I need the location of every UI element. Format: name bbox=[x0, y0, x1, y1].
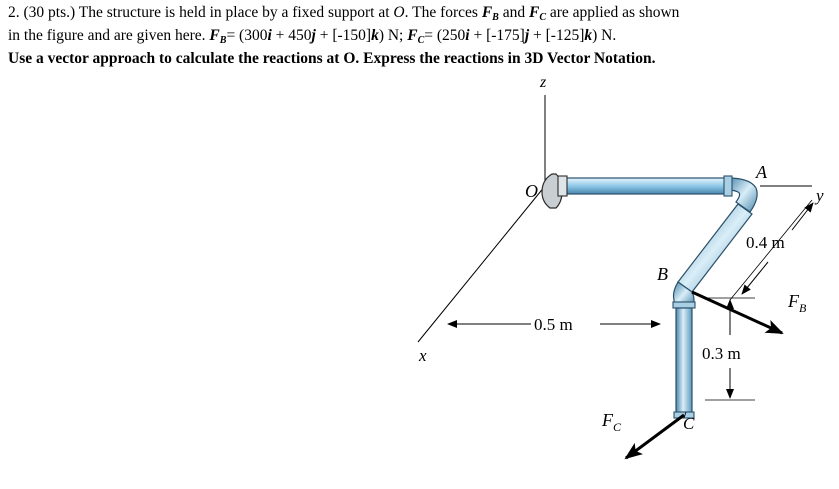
axis-x-label: x bbox=[419, 346, 427, 365]
flange-b bbox=[673, 302, 695, 308]
force-c-j: j bbox=[524, 27, 530, 44]
pipe-oa bbox=[566, 178, 731, 194]
force-b-subscript-eq: B bbox=[219, 35, 227, 46]
force-b-k: k bbox=[371, 27, 379, 44]
force-c-eq: = (250 bbox=[424, 27, 466, 44]
problem-sentence-tail: are applied as shown bbox=[549, 4, 680, 21]
point-o-ref: O bbox=[393, 4, 405, 21]
force-b-subscript: B bbox=[492, 12, 499, 23]
force-b-mid2: + [-150] bbox=[319, 27, 372, 44]
axis-y-label: y bbox=[816, 186, 824, 205]
dim-ab-lower bbox=[742, 262, 768, 294]
problem-instruction: Use a vector approach to calculate the reactions at O. Express the reactions in 3D Vector Notation. bbox=[8, 50, 656, 67]
flange-a bbox=[724, 176, 732, 196]
pipe-ab bbox=[678, 204, 752, 292]
problem-points: (30 pts.) bbox=[23, 4, 76, 21]
dim-ab-upper bbox=[792, 203, 813, 230]
point-o-label: O bbox=[525, 181, 538, 201]
force-b-label-sub: B bbox=[799, 301, 807, 315]
force-c-label-sub: C bbox=[613, 420, 622, 434]
force-c-symbol: F bbox=[528, 4, 540, 21]
force-c-unit: ) N. bbox=[592, 27, 617, 44]
problem-number: 2. bbox=[8, 4, 20, 21]
force-b-symbol: F bbox=[481, 4, 493, 21]
force-b-label bbox=[787, 291, 807, 315]
force-c-label-sym: F bbox=[602, 410, 613, 430]
problem-sentence-end: . The forces bbox=[404, 4, 478, 21]
x-axis-line bbox=[418, 186, 545, 342]
force-c-k: k bbox=[584, 27, 593, 44]
dim-bc-label: 0.3 m bbox=[702, 344, 741, 363]
point-c-label: C bbox=[683, 414, 695, 433]
force-c-mid2: + [-125] bbox=[533, 27, 585, 44]
force-c-i: i bbox=[465, 27, 470, 44]
force-b-eq: = (300 bbox=[226, 27, 268, 44]
force-b-mid1: + 450 bbox=[275, 27, 312, 44]
force-c-subscript-eq: C bbox=[417, 35, 425, 46]
dim-oa-label: 0.5 m bbox=[534, 315, 573, 334]
support-flange bbox=[558, 176, 567, 196]
force-c-mid1: + [-175] bbox=[473, 27, 525, 44]
force-c-subscript: C bbox=[539, 12, 546, 23]
point-b-label: B bbox=[657, 264, 668, 284]
problem-sentence: The structure is held in place by a fixed support at bbox=[78, 4, 390, 21]
axis-z-label: z bbox=[540, 74, 547, 91]
force-b-label-sym: F bbox=[788, 291, 799, 311]
dim-ab-label: 0.4 m bbox=[746, 233, 785, 252]
line2-start: in the figure and are given here. bbox=[8, 27, 206, 44]
force-b-unit: ) N; bbox=[378, 27, 404, 44]
force-b-j: j bbox=[311, 27, 316, 44]
force-b-symbol-eq: F bbox=[209, 27, 220, 44]
and-word: and bbox=[502, 4, 526, 21]
force-c-arrow bbox=[626, 415, 684, 458]
force-c-label bbox=[601, 410, 622, 434]
point-a-label: A bbox=[756, 162, 767, 182]
force-b-i: i bbox=[267, 27, 272, 44]
force-c-symbol-eq: F bbox=[407, 27, 418, 44]
pipe-bc bbox=[676, 308, 692, 414]
